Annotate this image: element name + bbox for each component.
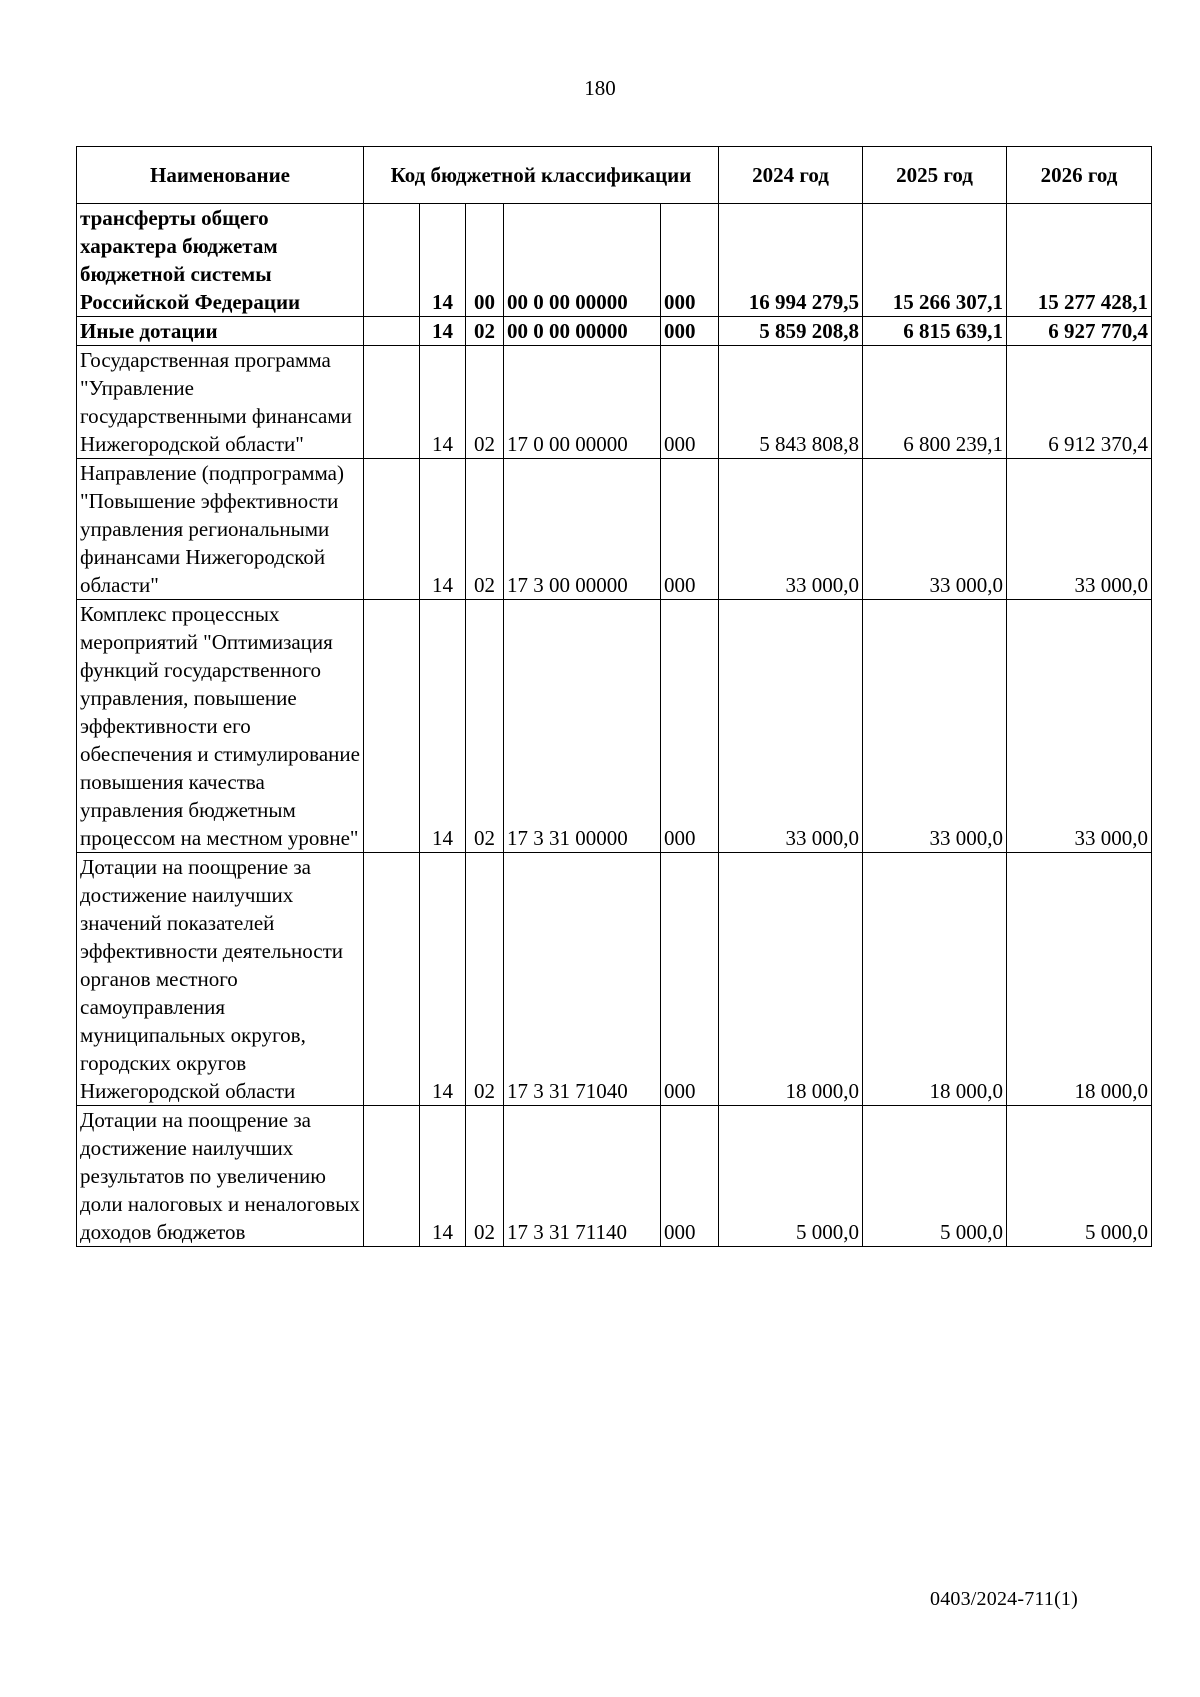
row-section: 14	[420, 459, 466, 600]
row-section: 14	[420, 317, 466, 346]
table-row	[77, 204, 1152, 317]
row-name: Направление (подпрограмма) "Повышение эффективности управления региональными финансами Нижегородской области"	[77, 459, 364, 600]
row-2026: 18 000,0	[1007, 853, 1152, 1106]
row-expense-type: 000	[661, 853, 719, 1106]
row-expense-type: 000	[661, 600, 719, 853]
table-row	[77, 600, 1152, 853]
blank-cell	[364, 317, 420, 346]
row-2026: 5 000,0	[1007, 1106, 1152, 1247]
table-row	[77, 853, 1152, 1106]
row-2024: 16 994 279,5	[719, 204, 863, 317]
row-subsection: 02	[466, 1106, 504, 1247]
row-2025: 33 000,0	[863, 600, 1007, 853]
row-2024: 18 000,0	[719, 853, 863, 1106]
header-2026: 2026 год	[1007, 147, 1152, 204]
row-2026: 6 912 370,4	[1007, 346, 1152, 459]
header-name: Наименование	[77, 147, 364, 204]
blank-cell	[364, 853, 420, 1106]
row-2024: 33 000,0	[719, 459, 863, 600]
row-name: Дотации на поощрение за достижение наилучших значений показателей эффективности деятельности органов местного самоуправления муниципальных округов, городских округов Нижегородской области	[77, 853, 364, 1106]
blank-cell	[364, 346, 420, 459]
row-2025: 5 000,0	[863, 1106, 1007, 1247]
row-expense-type: 000	[661, 1106, 719, 1247]
row-expense-type: 000	[661, 204, 719, 317]
row-expense-type: 000	[661, 459, 719, 600]
row-name: Комплекс процессных мероприятий "Оптимизация функций государственного управления, повышение эффективности его обеспечения и стимулирование повышения качества управления бюджетным процессом на местном уровне"	[77, 600, 364, 853]
row-subsection: 02	[466, 600, 504, 853]
row-2025: 18 000,0	[863, 853, 1007, 1106]
row-target-article: 17 3 00 00000	[504, 459, 661, 600]
budget-table	[76, 146, 1152, 1247]
table-row	[77, 459, 1152, 600]
row-2024: 33 000,0	[719, 600, 863, 853]
blank-cell	[364, 600, 420, 853]
row-name: Иные дотации	[77, 317, 364, 346]
row-target-article: 17 3 31 71140	[504, 1106, 661, 1247]
row-expense-type: 000	[661, 317, 719, 346]
row-section: 14	[420, 600, 466, 853]
row-2026: 15 277 428,1	[1007, 204, 1152, 317]
row-2024: 5 843 808,8	[719, 346, 863, 459]
row-section: 14	[420, 346, 466, 459]
document-code: 0403/2024-711(1)	[930, 1588, 1078, 1610]
table-row	[77, 317, 1152, 346]
row-2026: 33 000,0	[1007, 600, 1152, 853]
row-target-article: 00 0 00 00000	[504, 204, 661, 317]
table-row	[77, 346, 1152, 459]
header-2025: 2025 год	[863, 147, 1007, 204]
row-subsection: 00	[466, 204, 504, 317]
row-2024: 5 859 208,8	[719, 317, 863, 346]
row-name: Дотации на поощрение за достижение наилучших результатов по увеличению доли налоговых и неналоговых доходов бюджетов	[77, 1106, 364, 1247]
blank-cell	[364, 459, 420, 600]
header-code: Код бюджетной классификации	[364, 147, 719, 204]
blank-cell	[364, 204, 420, 317]
row-2026: 33 000,0	[1007, 459, 1152, 600]
row-subsection: 02	[466, 853, 504, 1106]
row-2026: 6 927 770,4	[1007, 317, 1152, 346]
row-2025: 6 815 639,1	[863, 317, 1007, 346]
row-2025: 33 000,0	[863, 459, 1007, 600]
row-2025: 15 266 307,1	[863, 204, 1007, 317]
row-subsection: 02	[466, 317, 504, 346]
row-name: трансферты общего характера бюджетам бюджетной системы Российской Федерации	[77, 204, 364, 317]
row-section: 14	[420, 1106, 466, 1247]
row-2024: 5 000,0	[719, 1106, 863, 1247]
row-target-article: 17 0 00 00000	[504, 346, 661, 459]
page-number: 180	[584, 76, 616, 100]
row-section: 14	[420, 853, 466, 1106]
row-target-article: 17 3 31 71040	[504, 853, 661, 1106]
row-subsection: 02	[466, 346, 504, 459]
row-2025: 6 800 239,1	[863, 346, 1007, 459]
row-expense-type: 000	[661, 346, 719, 459]
table-row	[77, 1106, 1152, 1247]
header-row	[77, 147, 1152, 204]
row-subsection: 02	[466, 459, 504, 600]
blank-cell	[364, 1106, 420, 1247]
row-section: 14	[420, 204, 466, 317]
row-target-article: 00 0 00 00000	[504, 317, 661, 346]
header-2024: 2024 год	[719, 147, 863, 204]
row-target-article: 17 3 31 00000	[504, 600, 661, 853]
row-name: Государственная программа "Управление государственными финансами Нижегородской области"	[77, 346, 364, 459]
